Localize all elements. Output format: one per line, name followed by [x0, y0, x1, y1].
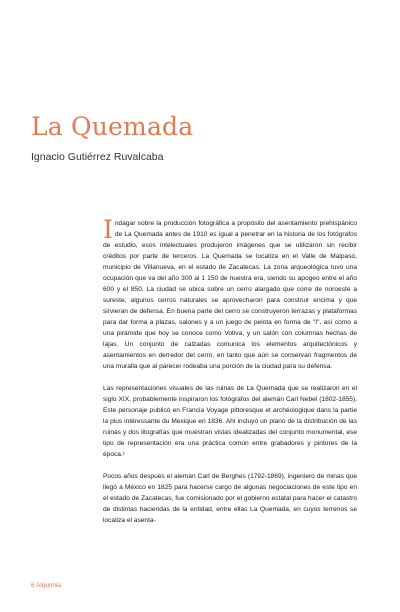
drop-cap: I — [103, 215, 113, 244]
article-body — [103, 215, 357, 537]
article-author: Ignacio Gutiérrez Ruvalcaba — [31, 151, 164, 163]
paragraph-3: Pocos años después el alemán Carl de Berghes (1792-1869), ingeniero de minas que llegó a México en 1825 para hacerse cargo de algunas negociaciones de este tipo en el estado de Zacatecas, fue comisionado por el gobierno estatal para hacer el catastro de distintas haciendas de la entidad, entre ellas La Quemada, en cuyos terrenos se localiza el asenta- — [103, 473, 357, 524]
page-footer: 6 Alquimia — [31, 582, 61, 589]
paragraph-1 — [103, 215, 357, 372]
paragraph-2: Las representaciones visuales de las ruinas de La Quemada que se realizaron en el siglo XIX, probablemente inspiraron los fotógrafos del alemán Carl Nebel (1802-1855). Este personaje publicó en Francia Voyage pittoresque et archéologique dans la partie la plus intéressante du Mexique en 1836. Ahí incluyó un plano de la distribución de las ruinas y dos litografías que muestran vistas idealizadas del conjunto monumental, ese tipo de representación era una práctica común entre grabadores y pintores de la época.¹ — [103, 385, 357, 458]
paragraph-1-text: ndagar sobre la producción fotográfica a propósito del asentamiento prehispánico de La Quemada antes de 1910 es igual a penetrar en la historia de los fotógrafos de estudio, esos intelectuales produjeron imágenes que se utilizaron sin recibir créditos por parte de terceros. La Quemada se localiza en el Valle de Malpaso, municipio de Villanueva, en el estado de Zacatecas. La zona arqueológica tuvo una ocupación que va del año 300 al 1 150 de nuestra era, siendo su apogeo entre el año 600 y el 850. La ciudad se ubica sobre un cerro alargado que corre de noroeste a sureste, algunos cerros naturales se aprovecharon para construir encima y que sirvieran de defensa. En buena parte del cerro se construyeron terrazas y plataformas para dar forma a plazas, salones y a un juego de pelota en forma de "I", así como a una pirámide que hoy se conoce como Votiva, y un salón con columnas hechas de lajas. Un conjunto de calzadas comunica los elementos arquitectónicos y asentamientos en derredor del cerro, en tanto que aún se conservan fragmentos de una muralla que al parecer rodeaba una porción de la ciudad para su defensa. — [103, 220, 357, 370]
article-title: La Quemada — [31, 112, 194, 141]
